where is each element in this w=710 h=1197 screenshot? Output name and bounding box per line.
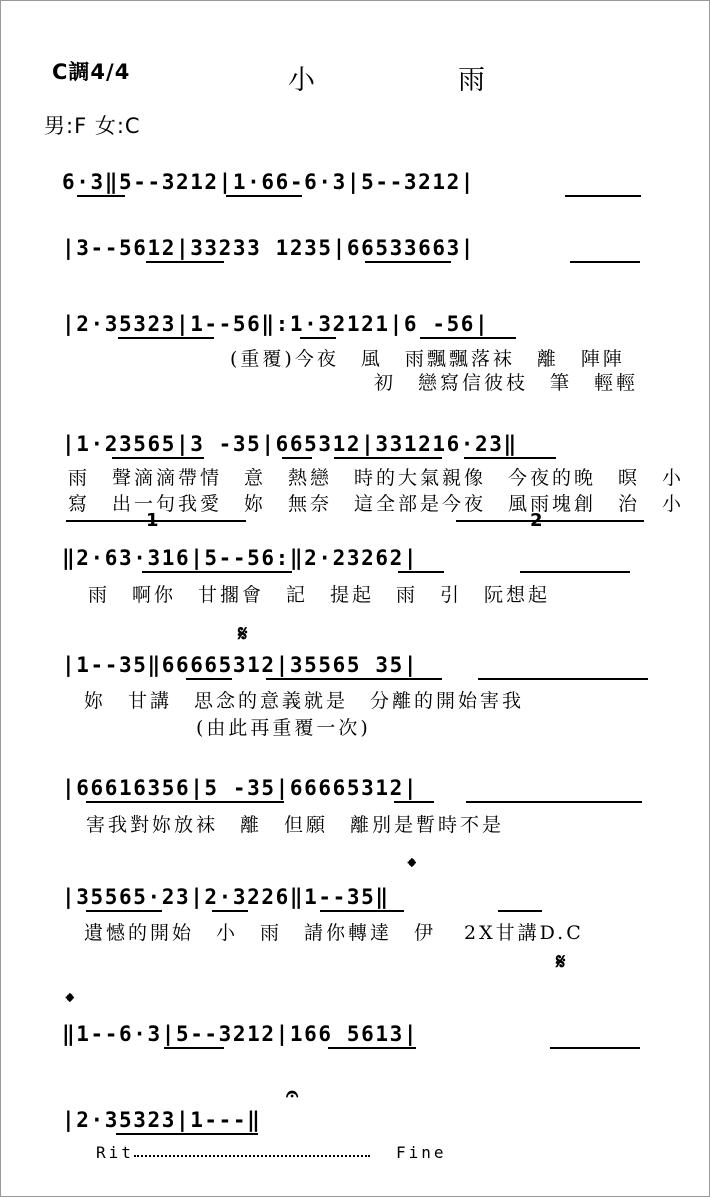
lyrics-line-8: 遺憾的開始 小 雨 請你轉達 伊 bbox=[84, 922, 437, 944]
notation-line-10: |2·35323|1---‖ bbox=[62, 1108, 262, 1132]
coda-sign: 𝄌 bbox=[66, 990, 74, 1015]
key-signature: C調4/4 bbox=[52, 60, 131, 84]
song-title: 小 雨 bbox=[288, 65, 543, 96]
notation-line-3: |2·35323|1--56‖:1·32121|6 -56| bbox=[62, 312, 490, 336]
beam-underline bbox=[164, 1047, 224, 1049]
notation-line-5: ‖2·63·316|5--56:‖2·23262| bbox=[62, 546, 419, 570]
notation-line-1: 6·3‖5--3212|1·66-6·3|5--3212| bbox=[62, 170, 476, 194]
beam-underline bbox=[86, 910, 162, 912]
notation-line-2: |3--5612|33233 1235|66533663| bbox=[62, 236, 476, 260]
notation-line-7: |66616356|5 -35|66665312| bbox=[62, 776, 419, 800]
segno-sign: 𝄋 bbox=[238, 622, 248, 647]
lyrics-line-4-verse-1: 雨 聲滴滴帶情 意 熱戀 時的大氣親像 今夜的晚 暝 小 bbox=[68, 467, 685, 489]
notation-line-8: |35565·23|2·3226‖1--35‖ bbox=[62, 885, 390, 909]
beam-underline bbox=[328, 1047, 416, 1049]
beam-underline bbox=[394, 801, 434, 803]
volta-bracket-2 bbox=[456, 520, 644, 522]
beam-underline bbox=[565, 195, 641, 197]
beam-underline bbox=[334, 457, 442, 459]
beam-underline bbox=[282, 457, 312, 459]
repeat-note: (由此再重覆一次) bbox=[196, 717, 371, 739]
beam-underline bbox=[365, 261, 451, 263]
lyrics-line-6: 妳 甘講 思念的意義就是 分離的開始害我 bbox=[84, 690, 525, 712]
beam-underline bbox=[466, 801, 642, 803]
beam-underline bbox=[266, 678, 442, 680]
notation-line-6: |1--35‖66665312|35565 35| bbox=[62, 653, 419, 677]
volta-label-1: 1 bbox=[146, 510, 159, 531]
volta-label-2: 2 bbox=[530, 510, 543, 531]
lyrics-line-3-verse-1: (重覆)今夜 風 雨飄飄落袜 離 陣陣 bbox=[230, 348, 625, 370]
beam-underline bbox=[420, 337, 516, 339]
lyrics-line-5: 雨 啊你 甘擱會 記 提起 雨 引 阮想起 bbox=[88, 584, 551, 606]
voice-keys: 男:F 女:C bbox=[44, 114, 141, 138]
notation-line-9: ‖1--6·3|5--3212|166 5613| bbox=[62, 1022, 419, 1046]
ritardando-extension bbox=[134, 1155, 370, 1157]
beam-underline bbox=[478, 678, 648, 680]
fine-marking: Fine bbox=[396, 1143, 447, 1162]
beam-underline bbox=[300, 337, 336, 339]
fermata-sign: 𝄐 bbox=[286, 1082, 299, 1107]
notation-line-4: |1·23565|3 -35|665312|331216·23‖ bbox=[62, 432, 518, 456]
ritardando-marking: Rit bbox=[96, 1143, 134, 1162]
beam-underline bbox=[226, 195, 302, 197]
beam-underline bbox=[320, 910, 404, 912]
beam-underline bbox=[186, 678, 232, 680]
lyrics-line-7: 害我對妳放袜 離 但願 離別是暫時不是 bbox=[86, 814, 505, 836]
segno-sign: 𝄋 bbox=[556, 950, 566, 975]
beam-underline bbox=[86, 801, 284, 803]
beam-underline bbox=[398, 571, 444, 573]
beam-underline bbox=[570, 261, 640, 263]
beam-underline bbox=[77, 195, 125, 197]
beam-underline bbox=[520, 571, 630, 573]
lyrics-line-3-verse-2: 初 戀寫信彼枝 筆 輕輕 bbox=[374, 372, 639, 394]
beam-underline bbox=[498, 910, 542, 912]
beam-underline bbox=[550, 1047, 640, 1049]
beam-underline bbox=[118, 337, 214, 339]
beam-underline bbox=[142, 571, 292, 573]
beam-underline bbox=[116, 1133, 258, 1135]
beam-underline bbox=[212, 910, 248, 912]
lyrics-line-4-verse-2: 寫 出一句我愛 妳 無奈 這全部是今夜 風雨塊創 治 小 bbox=[68, 493, 685, 515]
beam-underline bbox=[146, 261, 224, 263]
beam-underline bbox=[464, 457, 556, 459]
coda-sign: 𝄌 bbox=[408, 855, 416, 880]
beam-underline bbox=[112, 457, 204, 459]
repeat-instruction: 2X甘講D.C bbox=[464, 922, 584, 944]
